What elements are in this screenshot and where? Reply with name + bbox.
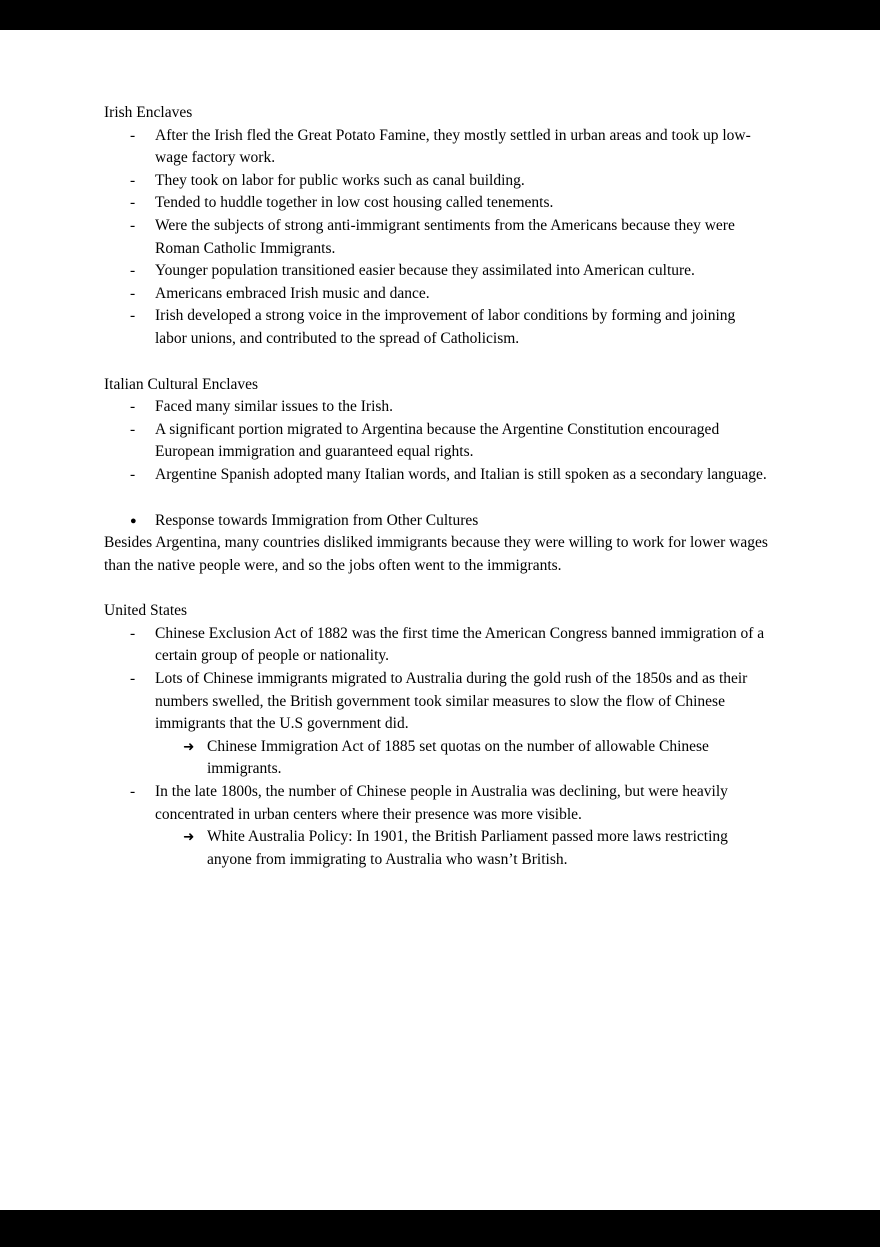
list-item bbox=[104, 623, 768, 668]
dash-bullet-icon: - bbox=[130, 262, 136, 280]
dash-bullet-icon: - bbox=[130, 171, 136, 189]
top-letterbox bbox=[0, 0, 880, 30]
section-heading: Italian Cultural Enclaves bbox=[104, 375, 259, 393]
list-item bbox=[104, 215, 768, 260]
list-item-text: After the Irish fled the Great Potato Famine, they mostly settled in urban areas and took up low-wage factory work. bbox=[155, 126, 751, 167]
dash-bullet-icon: - bbox=[130, 284, 136, 302]
list-item-text: In the late 1800s, the number of Chinese people in Australia was declining, but were heavily concentrated in urban centers where their presence was more visible. bbox=[155, 783, 728, 823]
list-item bbox=[104, 125, 768, 170]
list-item-text: Faced many similar issues to the Irish. bbox=[155, 398, 394, 416]
dash-bullet-icon: - bbox=[130, 465, 136, 483]
list-item bbox=[104, 305, 768, 350]
list-item-text: Argentine Spanish adopted many Italian words, and Italian is still spoken as a secondary language. bbox=[155, 465, 767, 483]
list-item-text: Were the subjects of strong anti-immigrant sentiments from the Americans because they were Roman Catholic Immigrants. bbox=[155, 216, 735, 257]
list-item bbox=[104, 192, 768, 215]
document-section bbox=[104, 374, 768, 487]
section-heading: Irish Enclaves bbox=[104, 104, 193, 121]
list-item bbox=[104, 668, 768, 736]
list-item-text: Lots of Chinese immigrants migrated to Australia during the gold rush of the 1850s and as their numbers swelled, the British government took similar measures to slow the flow of Chinese immigrants that the U.S government did. bbox=[155, 670, 748, 733]
document-body bbox=[104, 102, 768, 871]
list-item bbox=[104, 464, 768, 487]
document-section bbox=[104, 102, 768, 351]
document-page bbox=[0, 30, 880, 1210]
dash-bullet-icon: - bbox=[130, 420, 136, 438]
list-item-text: White Australia Policy: In 1901, the British Parliament passed more laws restricting anyone from immigrating to Australia who wasn’t British. bbox=[207, 828, 728, 868]
dash-bullet-icon: - bbox=[130, 194, 136, 212]
list-item-text: Response towards Immigration from Other Cultures bbox=[155, 511, 479, 529]
list-item-text: They took on labor for public works such as canal building. bbox=[155, 171, 525, 189]
list-item bbox=[104, 826, 768, 871]
document-section bbox=[104, 600, 768, 871]
list-item bbox=[104, 781, 768, 826]
list-item bbox=[104, 419, 768, 464]
dash-bullet-icon: - bbox=[130, 216, 136, 234]
disc-bullet-icon: ● bbox=[130, 514, 137, 527]
list-item-text: Chinese Exclusion Act of 1882 was the first time the American Congress banned immigration of a certain group of people or nationality. bbox=[155, 624, 765, 665]
list-item-text: Irish developed a strong voice in the improvement of labor conditions by forming and joining labor unions, and contributed to the spread of Catholicism. bbox=[155, 307, 736, 347]
list-item bbox=[104, 260, 768, 283]
list-item-text: Chinese Immigration Act of 1885 set quotas on the number of allowable Chinese immigrants. bbox=[207, 737, 709, 778]
list-item bbox=[104, 510, 768, 533]
paragraph: Besides Argentina, many countries disliked immigrants because they were willing to work for lower wages than the native people were, and so the jobs often went to the immigrants. bbox=[104, 534, 768, 574]
list-item-text: Tended to huddle together in low cost housing called tenements. bbox=[155, 194, 554, 212]
list-item bbox=[104, 396, 768, 419]
document-section bbox=[104, 510, 768, 578]
list-item-text: Younger population transitioned easier because they assimilated into American culture. bbox=[155, 262, 695, 280]
bottom-letterbox bbox=[0, 1210, 880, 1247]
dash-bullet-icon: - bbox=[130, 307, 136, 325]
dash-bullet-icon: - bbox=[130, 398, 136, 416]
dash-bullet-icon: - bbox=[130, 126, 136, 144]
dash-bullet-icon: - bbox=[130, 670, 136, 688]
arrow-bullet-icon: ➜ bbox=[183, 738, 195, 755]
list-item bbox=[104, 283, 768, 306]
arrow-bullet-icon: ➜ bbox=[183, 829, 195, 846]
list-item bbox=[104, 170, 768, 193]
dash-bullet-icon: - bbox=[130, 624, 136, 642]
dash-bullet-icon: - bbox=[130, 783, 136, 801]
list-item-text: Americans embraced Irish music and dance. bbox=[155, 284, 430, 302]
section-heading: United States bbox=[104, 602, 188, 620]
list-item bbox=[104, 736, 768, 781]
list-item-text: A significant portion migrated to Argentina because the Argentine Constitution encouraged European immigration and guaranteed equal rights. bbox=[155, 420, 720, 461]
